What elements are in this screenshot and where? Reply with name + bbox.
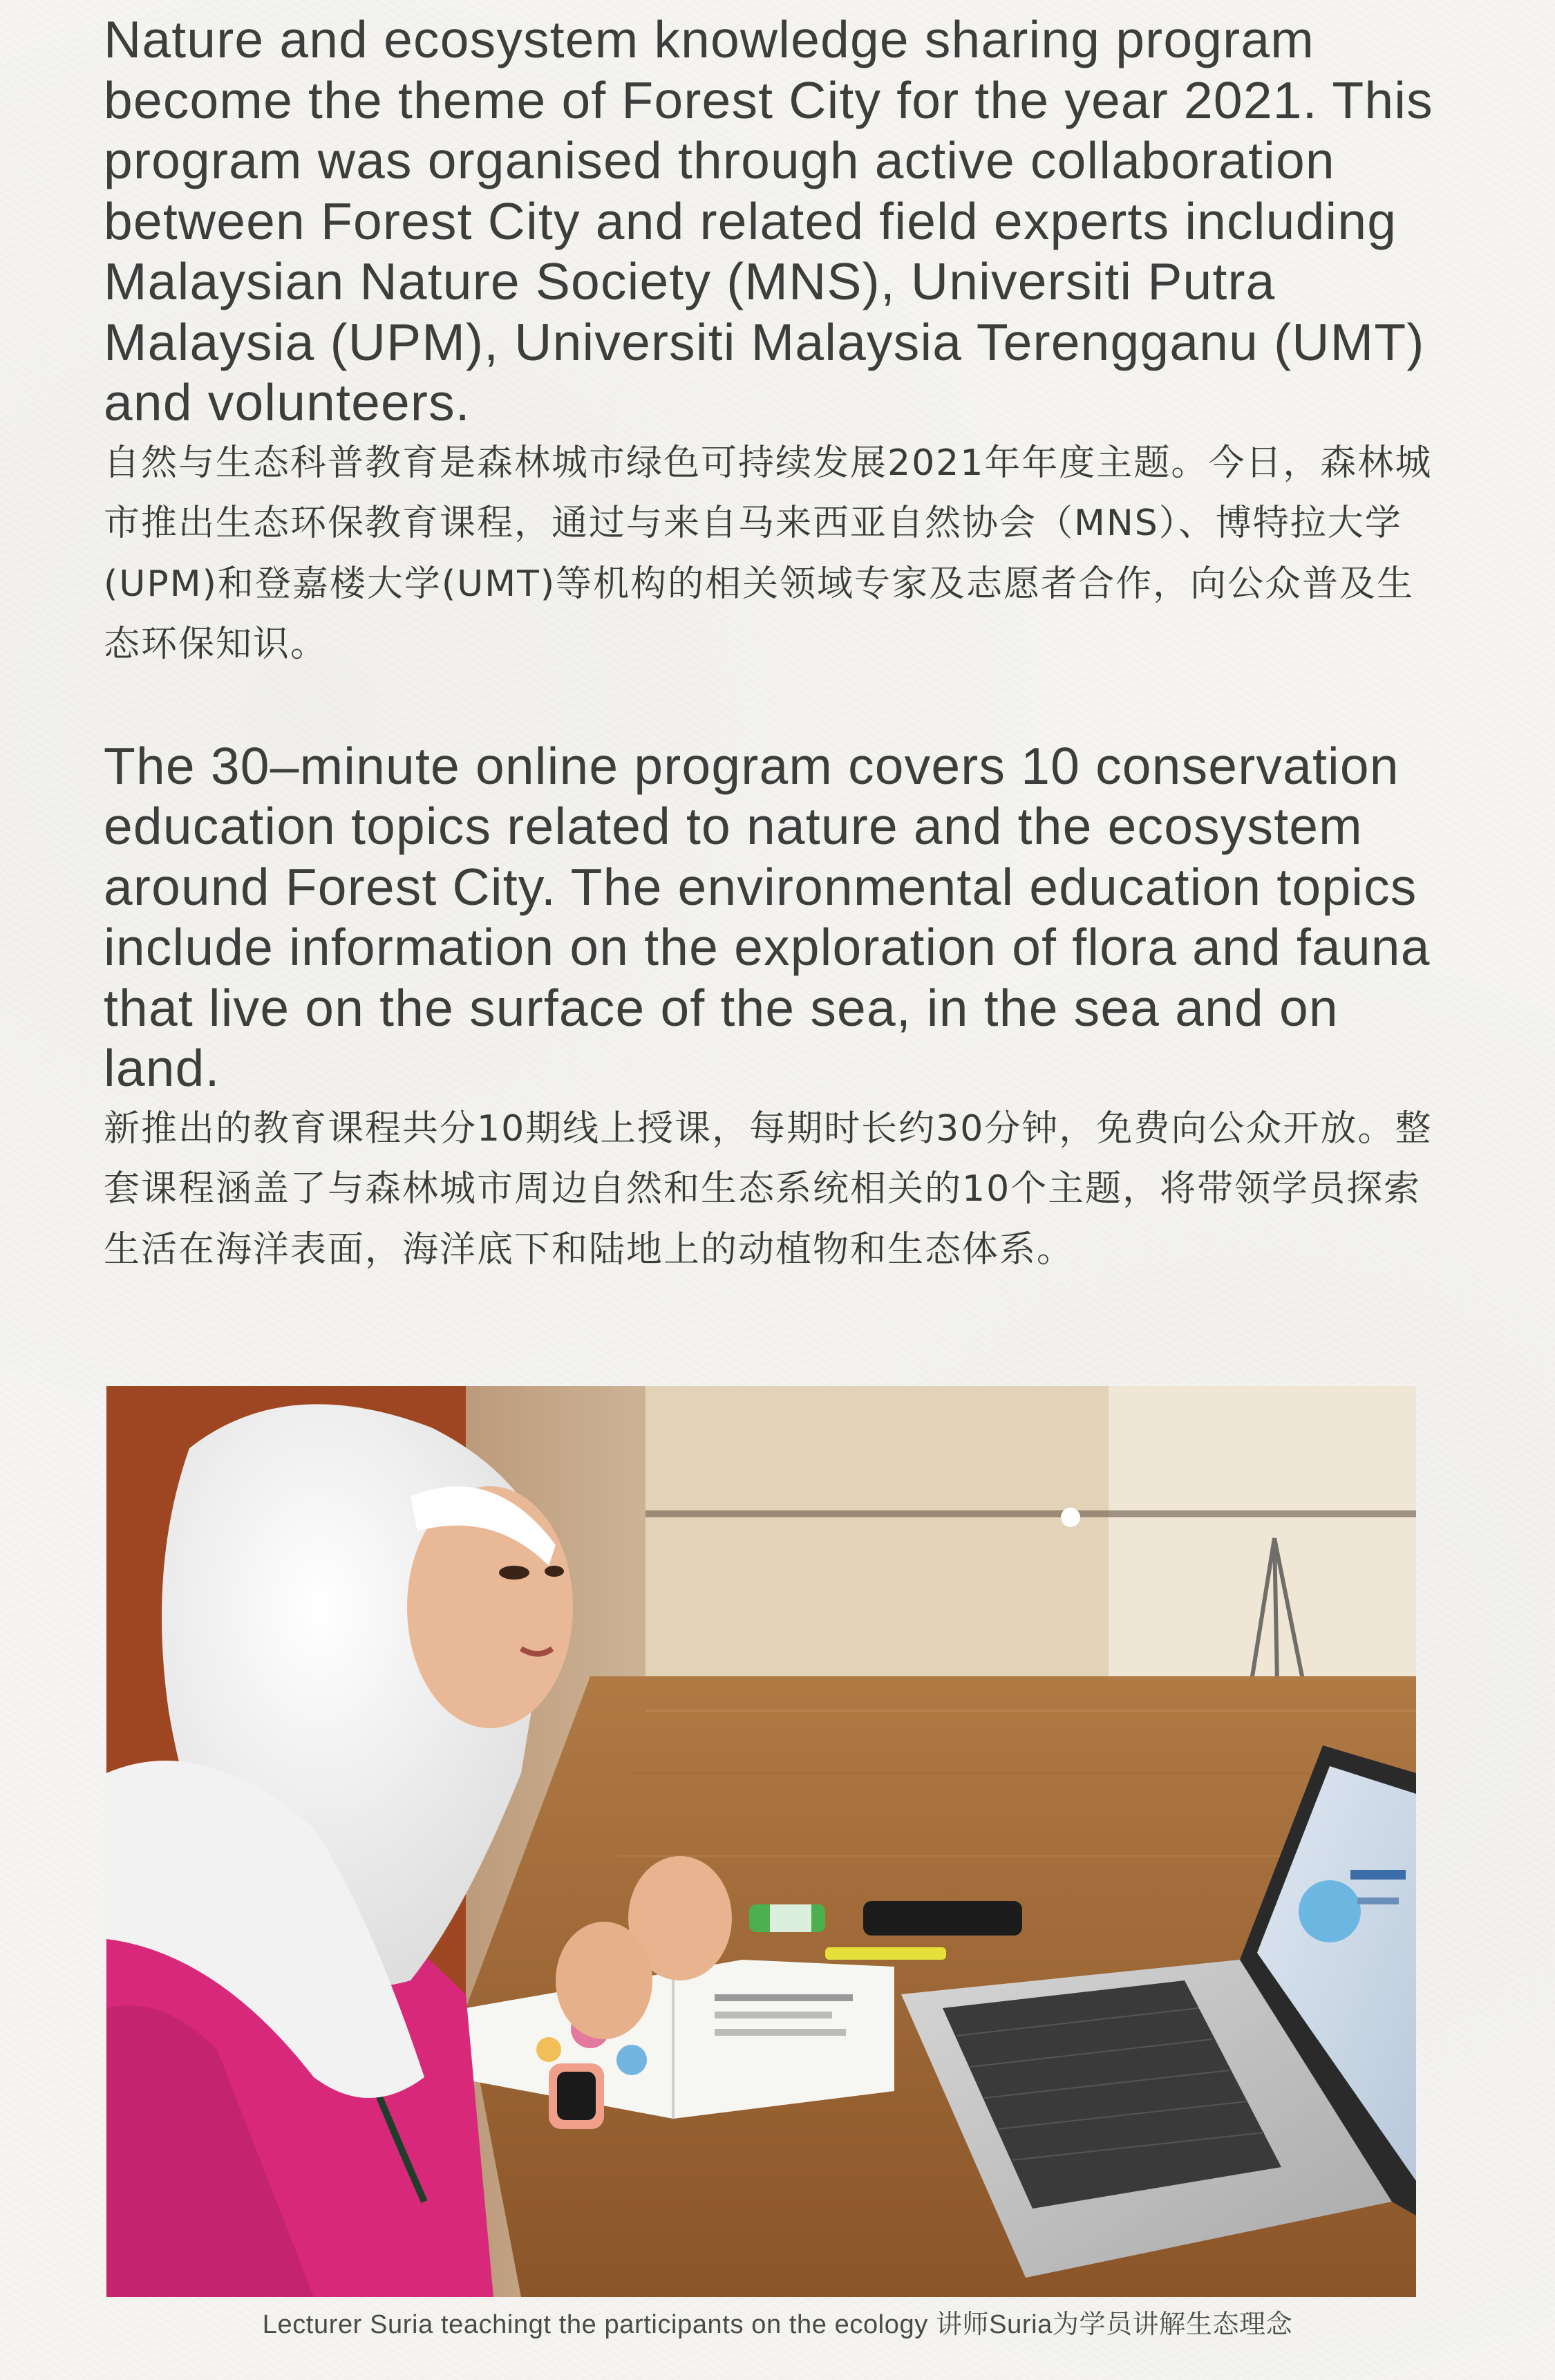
paragraph-spacer — [104, 675, 1451, 736]
paragraph-2-chinese: 新推出的教育课程共分10期线上授课，每期时长约30分钟，免费向公众开放。整套课程涵盖了与森林城市周边自然和生态系统相关的10个主题，将带领学员探索生活在海洋表面，海洋底下和陆地上的动植物和生态体系。 — [104, 1107, 1433, 1271]
paragraph-2-english: The 30–minute online program covers 10 conservation education topics related to nature and the ecosystem around Forest City. The environmental education topics include information on the exploration of flora and fauna that live on the surface of the sea, in the sea and on land. — [104, 736, 1431, 1097]
paragraph-1-english: Nature and ecosystem knowledge sharing program become the theme of Forest City for the year 2021. This program was organised through active collaboration between Forest City and related field experts including Malaysian Nature Society (MNS), Universiti Putra Malaysia (UPM), Universiti Malaysia Terengganu (UMT) and volunteers. — [104, 10, 1433, 431]
lecturer-photo — [106, 1386, 1416, 2297]
photo-caption: Lecturer Suria teachingt the participants on the ecology 讲师Suria为学员讲解生态理念 — [262, 2310, 1293, 2339]
paragraph-1-chinese: 自然与生态科普教育是森林城市绿色可持续发展2021年年度主题。今日，森林城市推出生态环保教育课程，通过与来自马来西亚自然协会（MNS）、博特拉大学(UPM)和登嘉楼大学(UMT)等机构的相关领域专家及志愿者合作，向公众普及生态环保知识。 — [104, 442, 1433, 665]
article-body — [104, 10, 1451, 1280]
